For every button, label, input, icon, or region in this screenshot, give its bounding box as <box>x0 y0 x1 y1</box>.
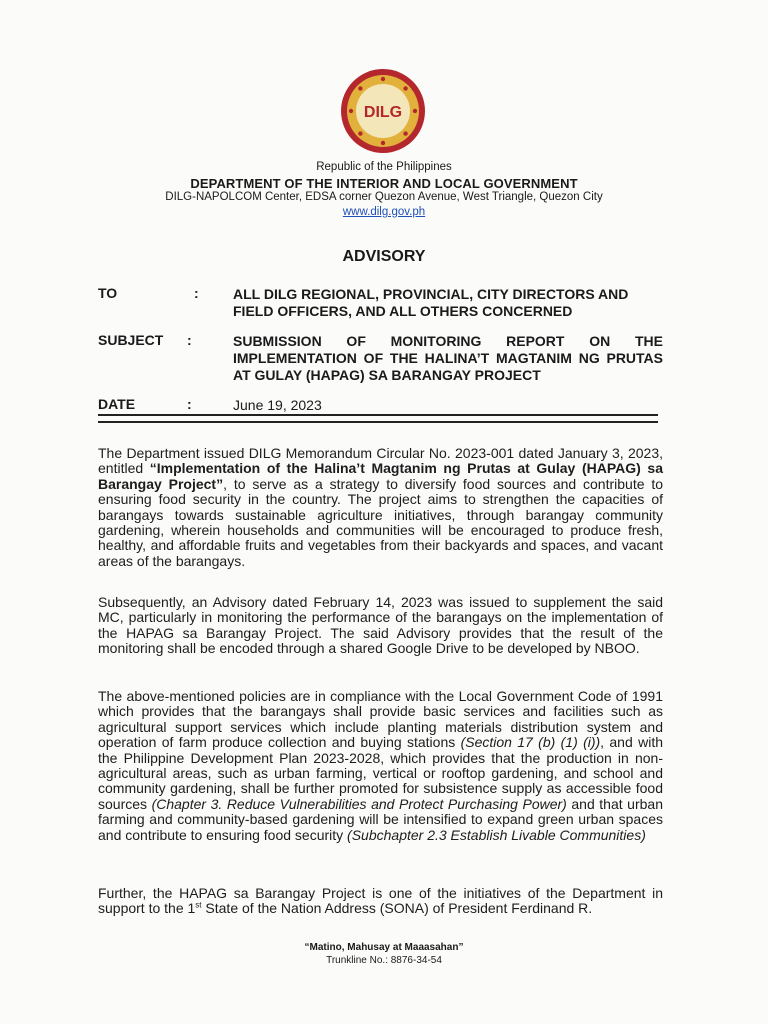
p3-citation-1: (Section 17 (b) (1) (i)) <box>460 734 601 751</box>
p4-text-a: Further, the HAPAG sa Barangay Project is one of the initiatives of the Department in support to the 1 <box>98 885 663 917</box>
p3-text-a: The above-mentioned policies are in compliance with the Local Government Code of 1991 which provides that the barangays shall provide basic services and facilities such as agricultural support services which include planting materials distribution system and operation of farm produce collection and buying stations <box>98 688 663 751</box>
header-website-link[interactable]: www.dilg.gov.ph <box>342 206 426 218</box>
date-colon: : <box>187 396 192 412</box>
to-label: TO <box>98 285 118 301</box>
separator-rule <box>98 414 658 423</box>
p3-text-c: and that urban farming and community-based gardening will be intensified to expand green urban spaces and contribute to ensuring food security <box>98 795 663 843</box>
to-colon: : <box>194 285 199 301</box>
to-value: ALL DILG REGIONAL, PROVINCIAL, CITY DIRECTORS AND FIELD OFFICERS, AND ALL OTHERS CONCERNED <box>233 286 629 319</box>
paragraph-2 <box>98 595 663 657</box>
date-value: June 19, 2023 <box>233 397 322 413</box>
p4-text-b: State of the Nation Address (SONA) of President Ferdinand R. <box>201 900 593 917</box>
p4-superscript: st <box>195 900 202 910</box>
date-label: DATE <box>98 396 136 412</box>
p2-text: Subsequently, an Advisory dated February 14, 2023 was issued to supplement the said MC, particularly in monitoring the performance of the barangays on the implementation of the HAPAG sa Barangay Project. The said Advisory provides that the result of the monitoring shall be encoded through a shared Google Drive to be developed by NBOO. <box>98 594 663 657</box>
p1-text-b: , to serve as a strategy to diversify food sources and contribute to ensuring food security in the country. The project aims to strengthen the capacities of barangays towards sustainable agriculture initiatives, through barangay community gardening, wherein households and communities will be encouraged to produce fresh, healthy, and affordable fruits and vegetables from their backyards and spaces, and vacant areas of the barangays. <box>98 475 663 569</box>
paragraph-3 <box>98 689 663 843</box>
p1-text-a: The Department issued DILG Memorandum Circular No. 2023-001 dated January 3, 2023, entitled <box>98 445 663 477</box>
paragraph-1 <box>98 446 663 569</box>
subject-value: SUBMISSION OF MONITORING REPORT ON THE IMPLEMENTATION OF THE HALINA’T MAGTANIM NG PRUTAS AT GULAY (HAPAG) SA BARANGAY PROJECT <box>233 333 663 383</box>
header-address: DILG-NAPOLCOM Center, EDSA corner Quezon Avenue, West Triangle, Quezon City <box>165 191 603 203</box>
footer-motto: “Matino, Mahusay at Maaasahan” <box>304 942 464 953</box>
paragraph-4 <box>98 886 663 917</box>
p3-citation-3: (Subchapter 2.3 Establish Livable Communities) <box>347 826 646 843</box>
document-title: ADVISORY <box>342 248 426 265</box>
p3-text-b: , and with the Philippine Development Plan 2023-2028, which provides that the production in non-agricultural areas, such as urban farming, vertical or rooftop gardening, and school and community gardening, shall be further promoted for subsistence supply as accessible food sources <box>98 734 663 812</box>
footer-trunkline: Trunkline No.: 8876-34-54 <box>326 955 442 966</box>
p1-title-bold: “Implementation of the Halina’t Magtanim ng Prutas at Gulay (HAPAG) sa Barangay Project” <box>98 460 663 492</box>
dilg-seal-logo <box>340 68 426 154</box>
header-department: DEPARTMENT OF THE INTERIOR AND LOCAL GOVERNMENT <box>190 176 578 191</box>
seal-label: DILG <box>363 104 403 121</box>
subject-colon: : <box>187 332 192 348</box>
subject-label: SUBJECT <box>98 332 164 348</box>
header-republic: Republic of the Philippines <box>316 161 452 173</box>
p3-citation-2: (Chapter 3. Reduce Vulnerabilities and Protect Purchasing Power) <box>151 795 567 812</box>
